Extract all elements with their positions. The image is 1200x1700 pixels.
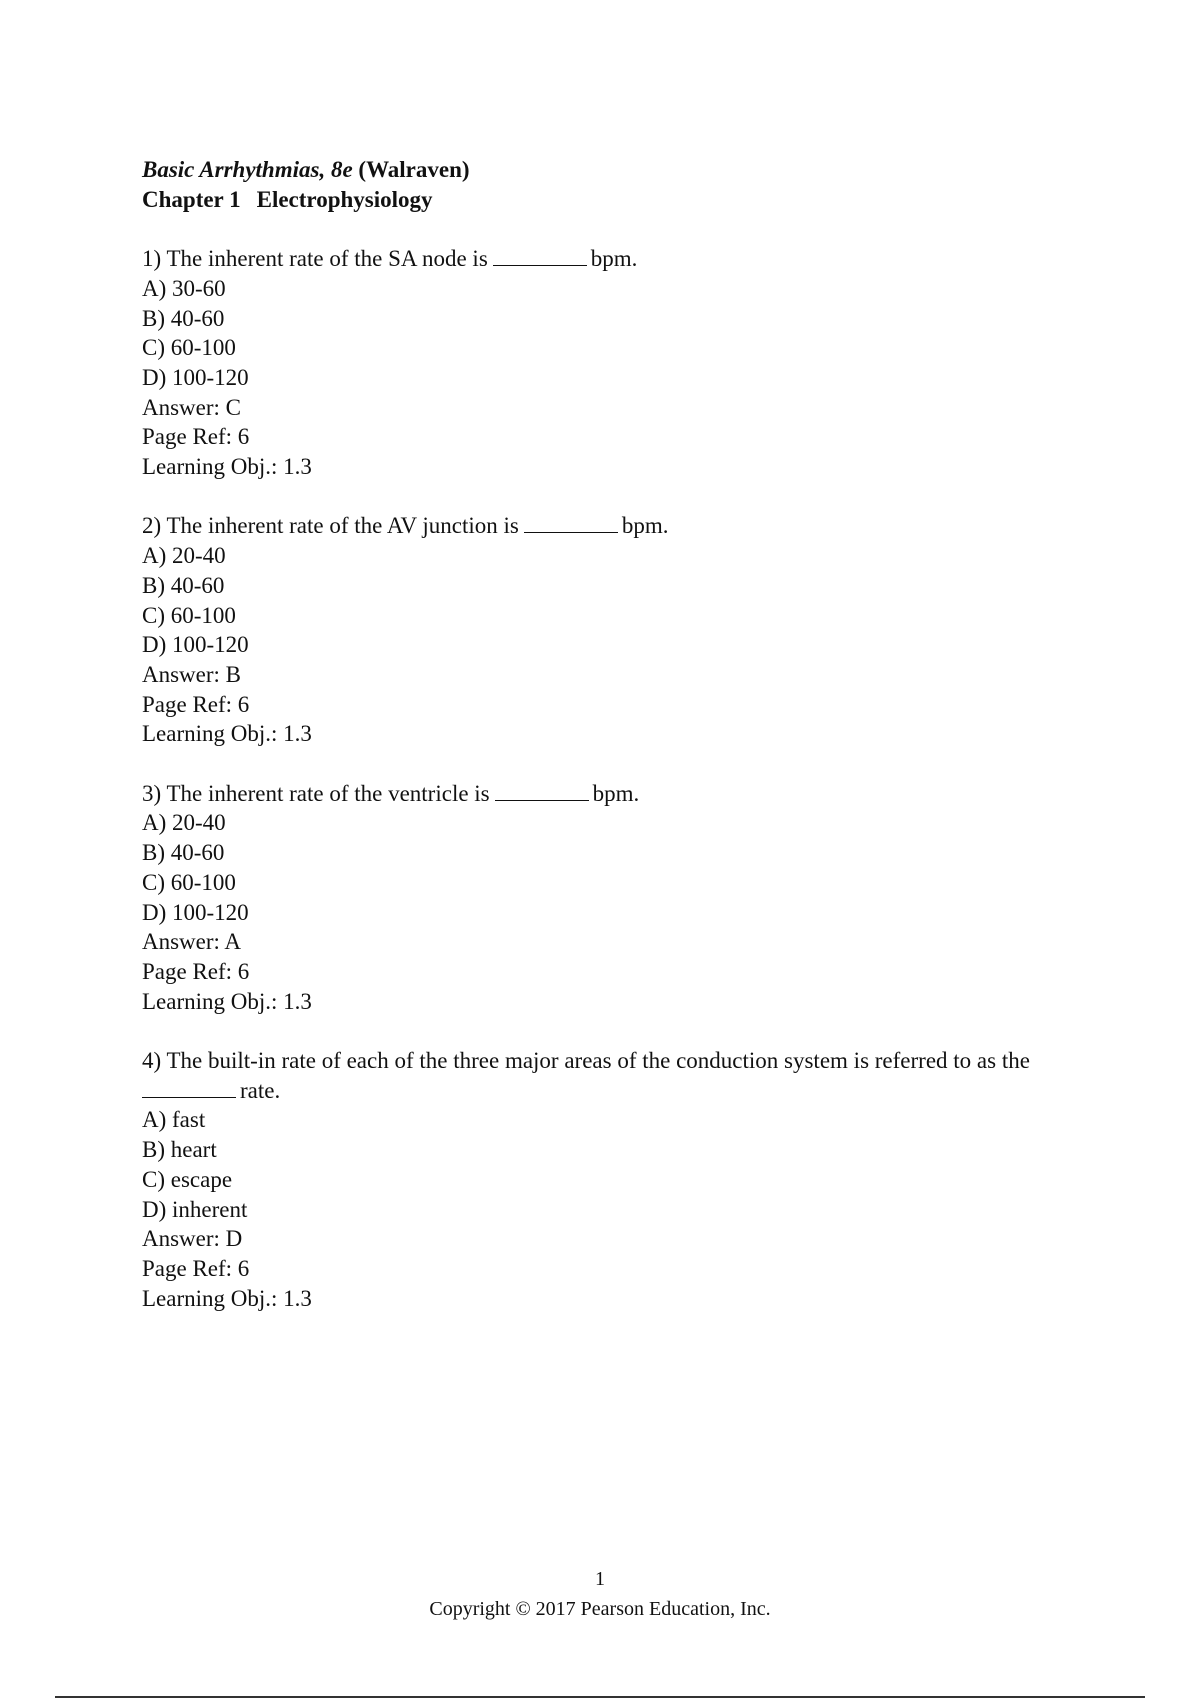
question-stem: 3) The inherent rate of the ventricle is bpm.	[142, 780, 640, 806]
option-a: A) 20-40	[142, 810, 226, 836]
book-title: Basic Arrhythmias, 8e	[142, 157, 353, 182]
option-d: D) 100-120	[142, 364, 249, 390]
answer-line: Answer: D	[142, 1226, 243, 1252]
book-header	[142, 155, 1082, 185]
option-a: A) 20-40	[142, 543, 226, 569]
option-d: D) 100-120	[142, 632, 249, 658]
question-stem: 4) The built-in rate of each of the three major areas of the conduction system is referred to as the	[142, 1048, 1030, 1074]
option-a: A) fast	[142, 1107, 206, 1133]
bottom-divider	[55, 1696, 1145, 1698]
answer-line: Answer: B	[142, 661, 242, 687]
question-stem-continued: rate.	[142, 1076, 1082, 1106]
page-ref-line: Page Ref: 6	[142, 958, 250, 984]
document-content	[142, 155, 1082, 1313]
chapter-header	[142, 185, 1082, 215]
learning-obj-line: Learning Obj.: 1.3	[142, 1285, 312, 1311]
answer-blank	[495, 780, 589, 801]
page-ref-line: Page Ref: 6	[142, 424, 250, 450]
answer-line: Answer: A	[142, 929, 242, 955]
option-b: B) 40-60	[142, 840, 225, 866]
copyright-notice: Copyright © 2017 Pearson Education, Inc.	[429, 1598, 771, 1620]
option-b: B) 40-60	[142, 305, 225, 331]
option-c: C) 60-100	[142, 869, 236, 895]
option-c: C) 60-100	[142, 602, 236, 628]
option-d: D) 100-120	[142, 899, 249, 925]
question-3	[142, 779, 1082, 1017]
question-2	[142, 511, 1082, 749]
option-c: C) escape	[142, 1166, 233, 1192]
book-author: (Walraven)	[358, 157, 470, 182]
question-1	[142, 244, 1082, 482]
chapter-title: Electrophysiology	[256, 186, 433, 212]
question-stem: 2) The inherent rate of the AV junction is bpm.	[142, 513, 669, 539]
option-b: B) 40-60	[142, 572, 225, 598]
option-d: D) inherent	[142, 1196, 248, 1222]
learning-obj-line: Learning Obj.: 1.3	[142, 454, 312, 480]
learning-obj-line: Learning Obj.: 1.3	[142, 988, 312, 1014]
option-c: C) 60-100	[142, 335, 236, 361]
answer-blank	[142, 1077, 236, 1098]
option-b: B) heart	[142, 1137, 217, 1163]
page-number: 1	[595, 1568, 605, 1590]
option-a: A) 30-60	[142, 275, 226, 301]
answer-blank	[493, 245, 587, 266]
page-ref-line: Page Ref: 6	[142, 1255, 250, 1281]
learning-obj-line: Learning Obj.: 1.3	[142, 721, 312, 747]
question-4	[142, 1046, 1082, 1313]
question-stem: 1) The inherent rate of the SA node is bpm.	[142, 246, 638, 272]
page-ref-line: Page Ref: 6	[142, 691, 250, 717]
answer-blank	[524, 512, 618, 533]
answer-line: Answer: C	[142, 394, 242, 420]
chapter-label: Chapter 1	[142, 186, 241, 212]
